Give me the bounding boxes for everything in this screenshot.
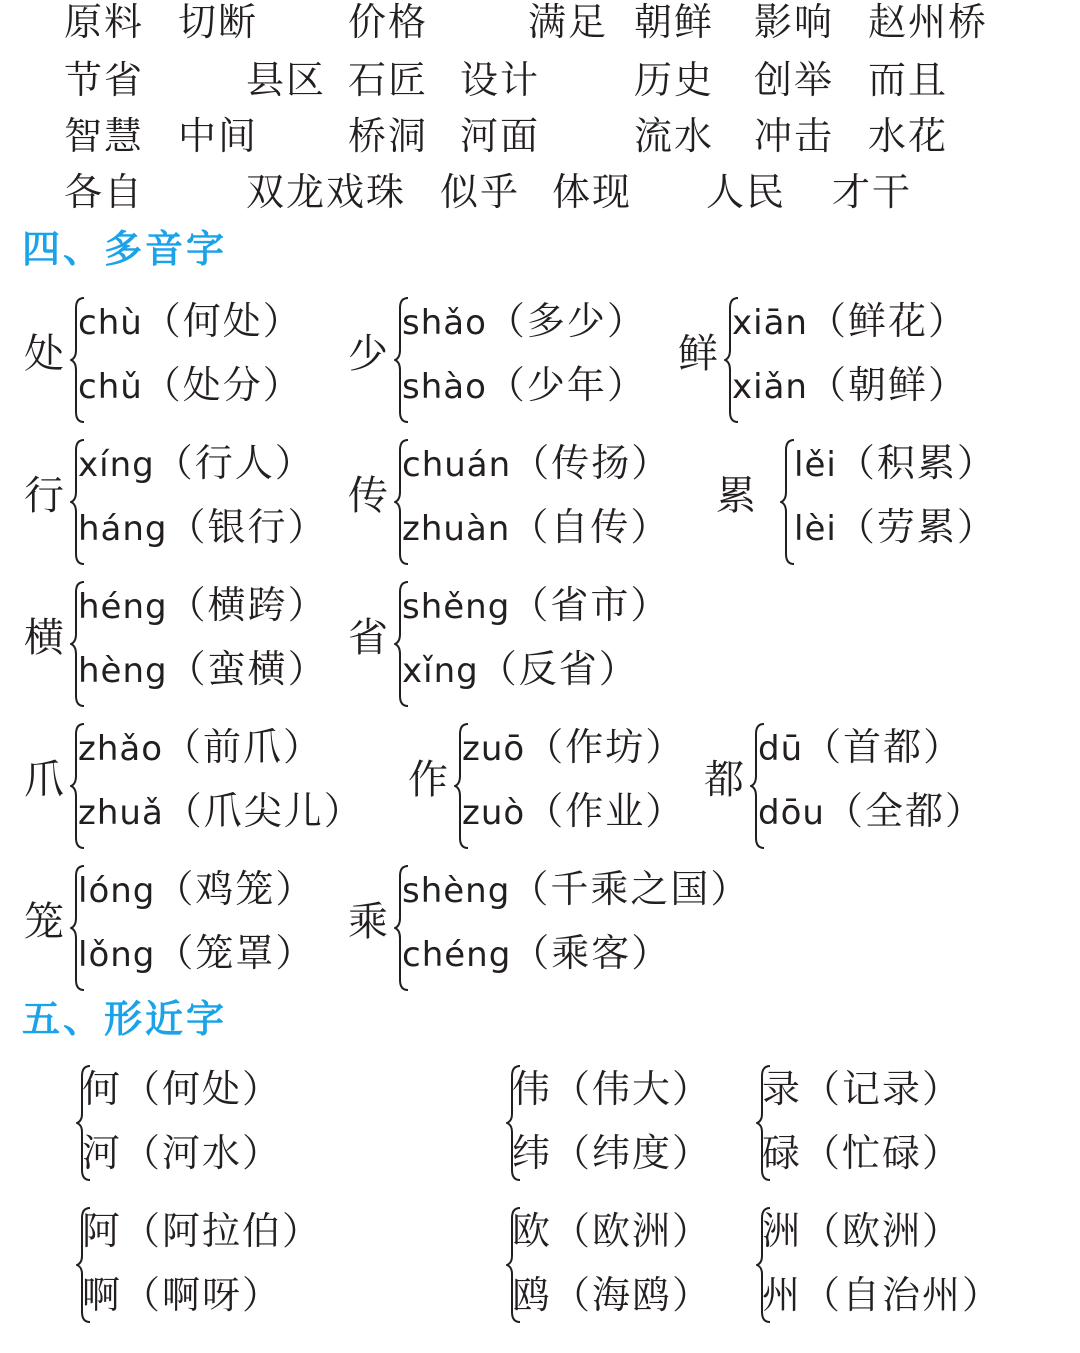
similar-item: 伟（伟大） [512, 1067, 713, 1111]
polyphonic-item [78, 354, 303, 416]
similar-group [756, 1064, 1056, 1182]
polyphonic-item [794, 432, 997, 494]
example-word: （乘客） [511, 931, 672, 975]
vocab-word: 而且 [868, 58, 949, 102]
vocab-word: 人民 [706, 170, 787, 214]
example-word: （自传） [510, 505, 671, 549]
example-word: （千乘之国） [510, 867, 751, 911]
polyphonic-group [348, 438, 688, 566]
polyphonic-group [348, 864, 768, 992]
polyphonic-item [78, 922, 315, 984]
pinyin-text: dū [758, 729, 804, 769]
vocab-word: 似乎 [440, 170, 521, 214]
pinyin-text: lěi [794, 445, 837, 485]
vocab-word: 智慧 [64, 114, 145, 158]
vocab-row [0, 168, 1080, 224]
section-heading-polyphonic: 四、多音字 [22, 227, 228, 271]
pinyin-text: lǒng [78, 935, 156, 975]
polyphonic-item [794, 496, 997, 558]
example-word: （鲜花） [807, 299, 968, 343]
example-word: （何处） [142, 299, 303, 343]
polyphonic-item [402, 574, 670, 636]
example-word: （少年） [486, 363, 647, 407]
similar-item: 河（河水） [82, 1131, 283, 1175]
polyphonic-char: 作 [408, 757, 448, 803]
example-word: （朝鲜） [807, 363, 968, 407]
vocab-word: 双龙戏珠 [246, 170, 407, 214]
similar-item: 啊（啊呀） [82, 1273, 283, 1317]
polyphonic-item [78, 858, 315, 920]
example-word: （横跨） [167, 583, 328, 627]
polyphonic-char: 传 [348, 473, 388, 519]
vocab-word: 创举 [754, 58, 835, 102]
example-word: （全都） [824, 789, 985, 833]
pinyin-text: zuō [462, 729, 526, 769]
vocab-word: 体现 [552, 170, 633, 214]
similar-item: 洲（欧洲） [762, 1209, 963, 1253]
vocab-word: 价格 [348, 0, 429, 44]
vocab-word: 历史 [634, 58, 715, 102]
example-word: （首都） [803, 725, 964, 769]
polyphonic-char: 鲜 [678, 331, 718, 377]
vocab-word: 县区 [246, 58, 327, 102]
polyphonic-group [24, 864, 344, 992]
vocab-word: 赵州桥 [868, 0, 989, 44]
polyphonic-group [24, 438, 344, 566]
polyphonic-item [402, 432, 671, 494]
polyphonic-item [758, 780, 985, 842]
similar-group [756, 1206, 1056, 1324]
polyphonic-char: 少 [348, 331, 388, 377]
example-word: （前爪） [163, 725, 324, 769]
pinyin-text: zuò [462, 793, 526, 833]
polyphonic-group [24, 296, 344, 424]
pinyin-text: zhuǎ [78, 793, 164, 833]
similar-item: 录（记录） [762, 1067, 963, 1111]
vocab-word: 流水 [634, 114, 715, 158]
polyphonic-item [402, 638, 639, 700]
polyphonic-char: 笼 [24, 899, 64, 945]
pinyin-text: shào [402, 367, 487, 407]
vocab-word: 水花 [868, 114, 949, 158]
similar-item: 阿（阿拉伯） [82, 1209, 323, 1253]
similar-item: 碌（忙碌） [762, 1131, 963, 1175]
section-heading-similar: 五、形近字 [22, 997, 228, 1041]
pinyin-text: shǎo [402, 303, 487, 343]
pinyin-text: chéng [402, 935, 512, 975]
example-word: （多少） [486, 299, 647, 343]
polyphonic-char: 累 [716, 473, 756, 519]
example-word: （鸡笼） [155, 867, 316, 911]
similar-item: 何（何处） [82, 1067, 283, 1111]
pinyin-text: shěng [402, 587, 511, 627]
example-word: （积累） [836, 441, 997, 485]
polyphonic-group [24, 722, 404, 850]
pinyin-text: xiǎn [732, 367, 808, 407]
example-word: （行人） [154, 441, 315, 485]
polyphonic-group [716, 438, 1036, 566]
pinyin-text: héng [78, 587, 168, 627]
polyphonic-group [348, 296, 668, 424]
polyphonic-item [78, 290, 303, 352]
pinyin-text: lóng [78, 871, 156, 911]
polyphonic-item [78, 716, 323, 778]
polyphonic-item [402, 922, 671, 984]
vocab-word: 冲击 [754, 114, 835, 158]
pinyin-text: hèng [78, 651, 168, 691]
polyphonic-item [78, 638, 328, 700]
pinyin-text: chù [78, 303, 143, 343]
similar-item: 鸥（海鸥） [512, 1273, 713, 1317]
vocab-row [0, 112, 1080, 168]
example-word: （作业） [525, 789, 686, 833]
vocab-word: 节省 [64, 58, 145, 102]
example-word: （反省） [478, 647, 639, 691]
polyphonic-item [402, 290, 647, 352]
vocab-word: 才干 [832, 170, 913, 214]
polyphonic-item [462, 780, 685, 842]
polyphonic-item [78, 432, 315, 494]
vocab-word: 河面 [460, 114, 541, 158]
vocab-word: 原料 [64, 0, 145, 44]
pinyin-text: háng [78, 509, 168, 549]
example-word: （蛮横） [167, 647, 328, 691]
vocab-word: 石匠 [348, 58, 429, 102]
pinyin-text: lèi [794, 509, 837, 549]
polyphonic-item [78, 574, 328, 636]
example-word: （处分） [142, 363, 303, 407]
similar-group [76, 1064, 376, 1182]
vocab-word: 设计 [460, 58, 541, 102]
polyphonic-group [704, 722, 1004, 850]
pinyin-text: shèng [402, 871, 511, 911]
similar-group [506, 1206, 746, 1324]
pinyin-text: dōu [758, 793, 825, 833]
pinyin-text: xiān [732, 303, 808, 343]
polyphonic-char: 乘 [348, 899, 388, 945]
vocab-word: 切断 [178, 0, 259, 44]
vocab-word: 满足 [528, 0, 609, 44]
polyphonic-item [402, 858, 750, 920]
similar-group [76, 1206, 376, 1324]
polyphonic-item [758, 716, 963, 778]
vocab-row [0, 56, 1080, 112]
polyphonic-group [408, 722, 698, 850]
vocab-word: 朝鲜 [634, 0, 715, 44]
similar-item: 州（自治州） [762, 1273, 1003, 1317]
example-word: （省市） [510, 583, 671, 627]
polyphonic-char: 横 [24, 615, 64, 661]
polyphonic-item [732, 354, 968, 416]
polyphonic-char: 处 [24, 331, 64, 377]
similar-item: 欧（欧洲） [512, 1209, 713, 1253]
polyphonic-group [678, 296, 998, 424]
similar-group [506, 1064, 746, 1182]
example-word: （作坊） [525, 725, 686, 769]
vocab-word: 中间 [178, 114, 259, 158]
example-word: （传扬） [511, 441, 672, 485]
polyphonic-item [462, 716, 685, 778]
polyphonic-item [732, 290, 968, 352]
vocab-word: 影响 [754, 0, 835, 44]
polyphonic-item [402, 496, 670, 558]
pinyin-text: xǐng [402, 651, 479, 691]
polyphonic-group [348, 580, 688, 708]
pinyin-text: chuán [402, 445, 512, 485]
polyphonic-char: 省 [348, 615, 388, 661]
vocab-row [0, 0, 1080, 54]
pinyin-text: xíng [78, 445, 155, 485]
pinyin-text: chǔ [78, 367, 143, 407]
example-word: （银行） [167, 505, 328, 549]
similar-item: 纬（纬度） [512, 1131, 713, 1175]
polyphonic-char: 都 [704, 757, 744, 803]
example-word: （劳累） [836, 505, 997, 549]
vocab-word: 各自 [64, 170, 145, 214]
polyphonic-item [78, 496, 328, 558]
polyphonic-item [78, 780, 364, 842]
polyphonic-group [24, 580, 344, 708]
pinyin-text: zhǎo [78, 729, 164, 769]
pinyin-text: zhuàn [402, 509, 511, 549]
example-word: （爪尖儿） [163, 789, 364, 833]
example-word: （笼罩） [155, 931, 316, 975]
vocab-word: 桥洞 [348, 114, 429, 158]
polyphonic-char: 行 [24, 473, 64, 519]
polyphonic-char: 爪 [24, 757, 64, 803]
polyphonic-item [402, 354, 647, 416]
